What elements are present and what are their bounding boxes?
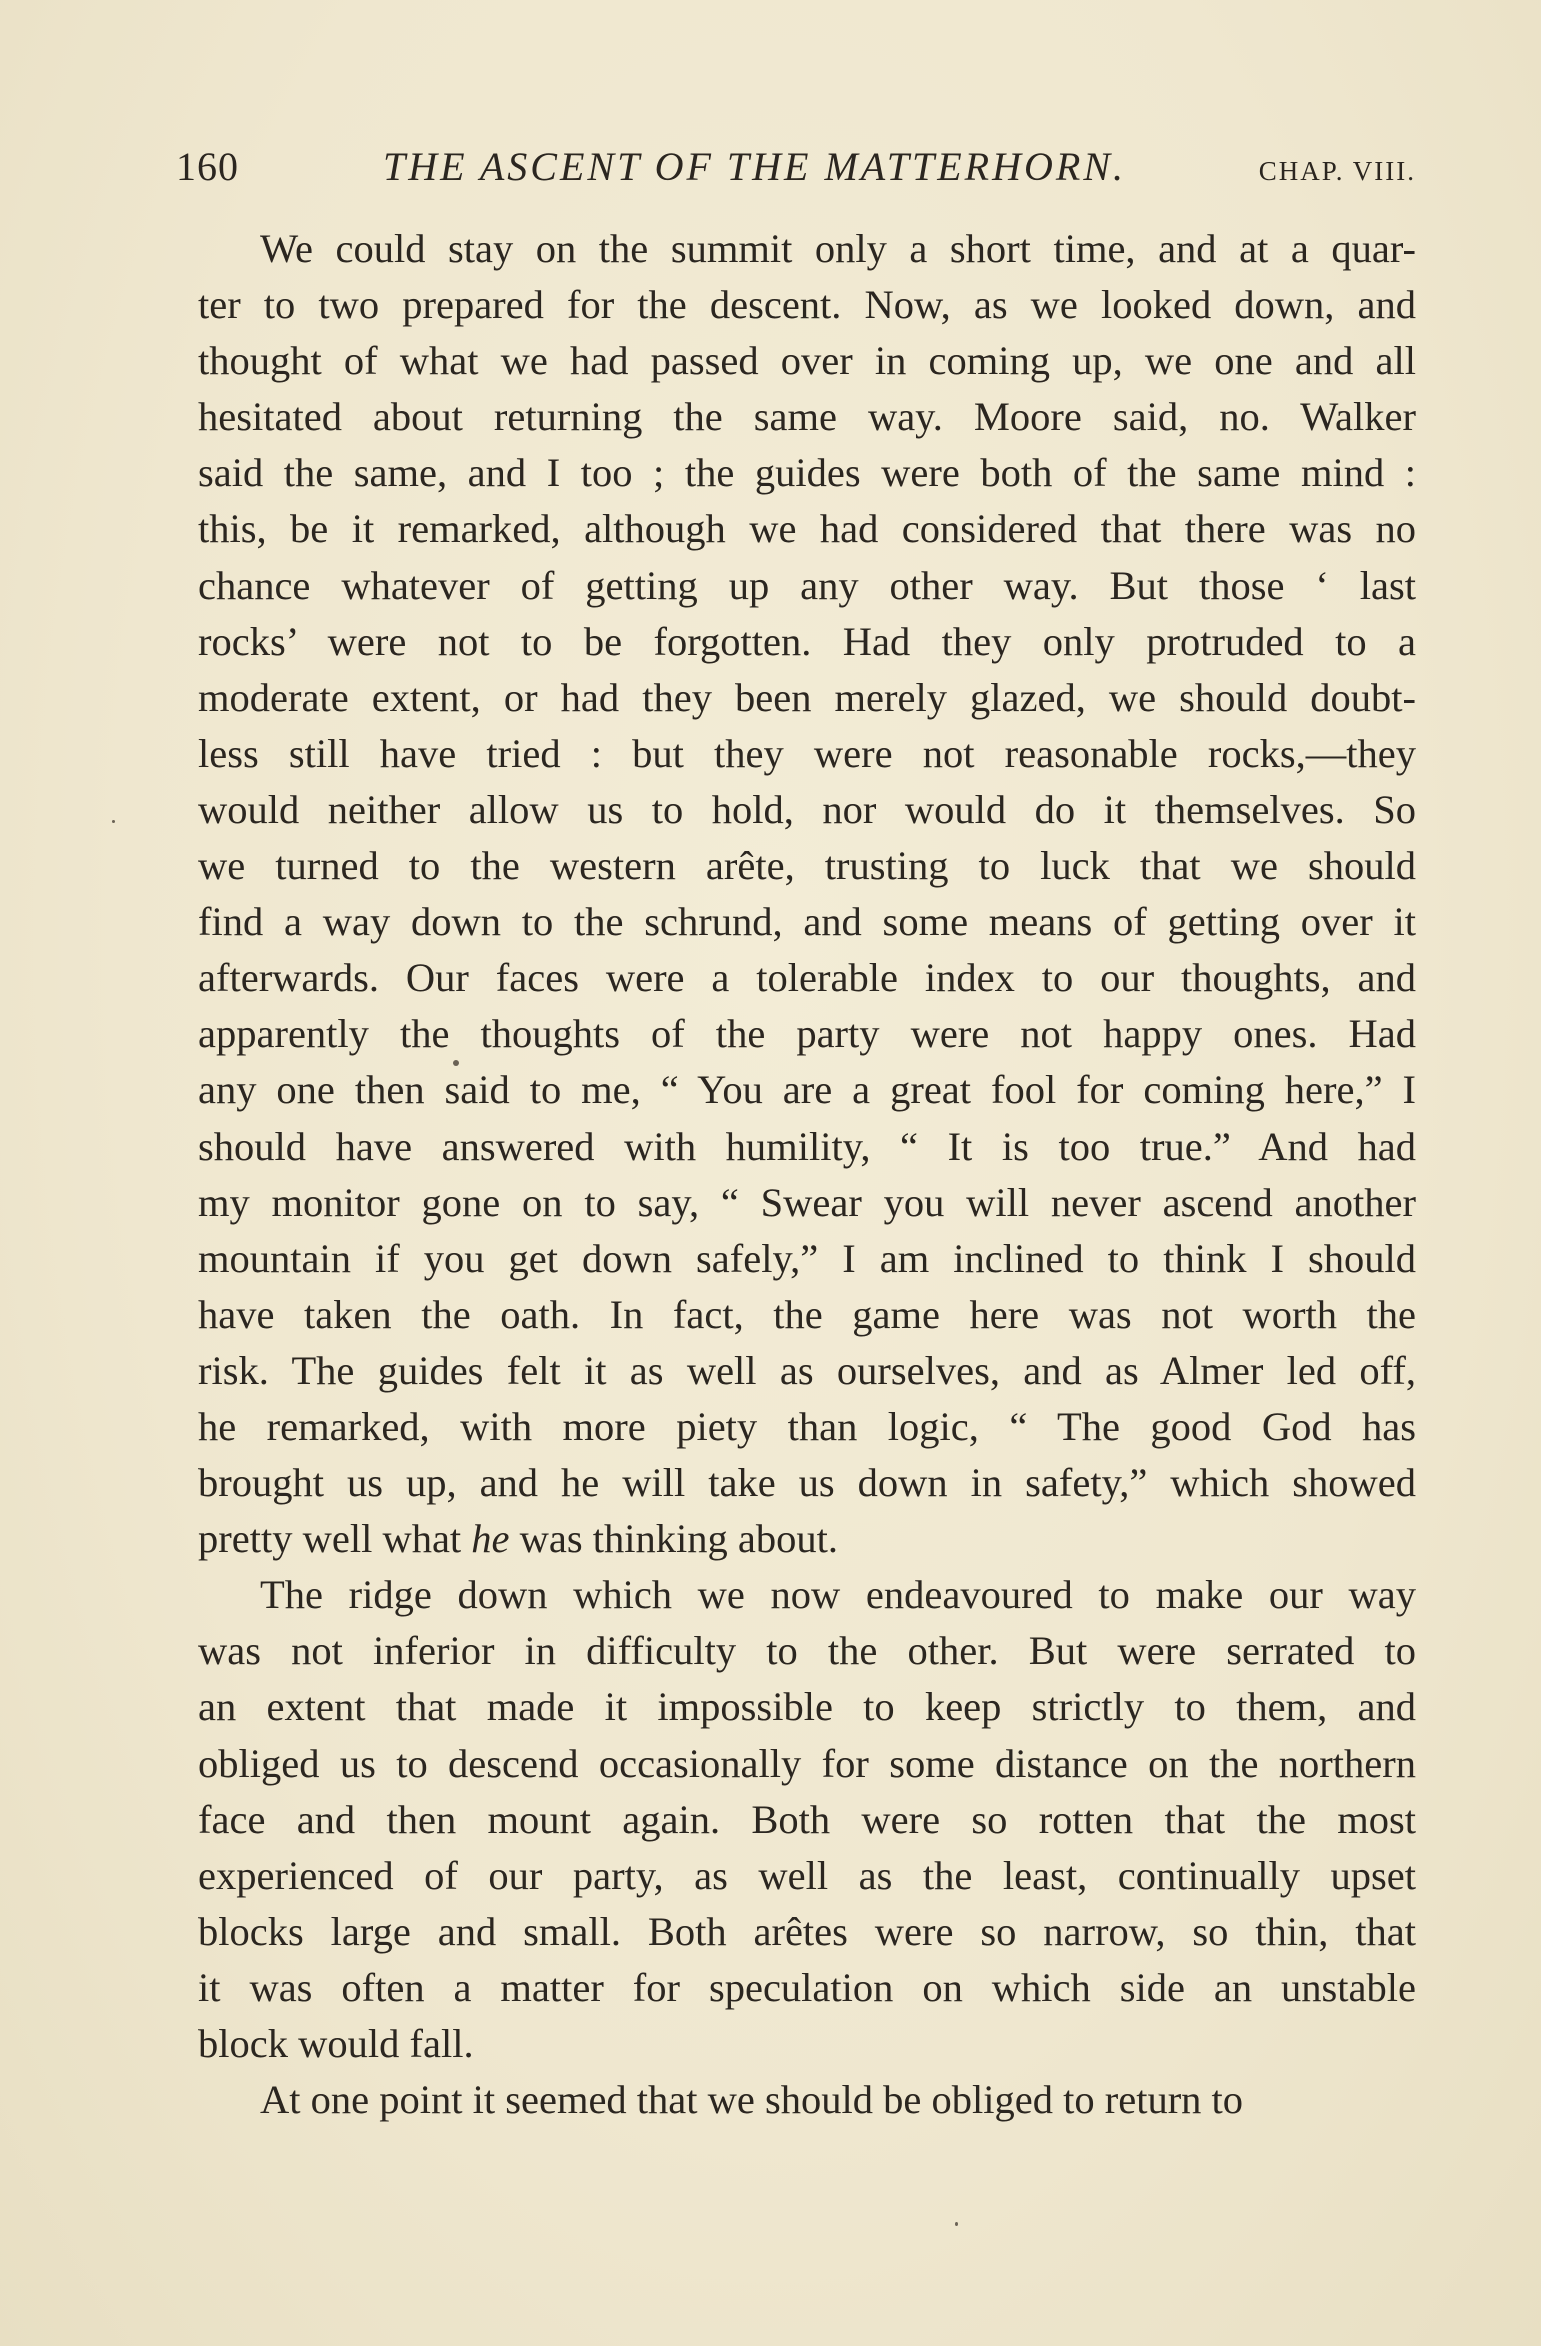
text-line: we turned to the western arête, trusting to luck that we should	[198, 843, 1416, 889]
running-title: THE ASCENT OF THE MATTERHORN.	[383, 144, 1126, 189]
text-line: moderate extent, or had they been merely glazed, we should doubt-	[198, 674, 1416, 720]
text-line: was not inferior in difficulty to the other. But were serrated to	[198, 1628, 1416, 1674]
paragraph	[198, 221, 1416, 1567]
emphasis-text: he	[471, 1516, 510, 1562]
chapter-label: CHAP. VIII.	[1258, 156, 1416, 186]
paragraph	[198, 2072, 1416, 2128]
ink-speck	[955, 2222, 958, 2226]
text-line: obliged us to descend occasionally for some distance on the northern	[198, 1740, 1416, 1786]
text-line: would neither allow us to hold, nor would do it themselves. So	[198, 786, 1416, 832]
text-line: hesitated about returning the same way. Moore said, no. Walker	[198, 394, 1416, 440]
ink-speck	[453, 1060, 459, 1066]
text-line: We could stay on the summit only a short time, and at a quar-	[260, 226, 1416, 271]
text-run: was thinking about.	[509, 1516, 839, 1562]
text-line	[198, 1511, 1416, 1567]
text-line: said the same, and I too ; the guides were both of the same mind :	[198, 450, 1416, 496]
text-line: At one point it seemed that we should be obliged to return to	[260, 2077, 1244, 2123]
text-line: brought us up, and he will take us down in safety,” which showed	[198, 1460, 1416, 1506]
text-line: apparently the thoughts of the party were not happy ones. Had	[198, 1011, 1416, 1057]
body-text	[198, 221, 1416, 2128]
text-line: afterwards. Our faces were a tolerable index to our thoughts, and	[198, 955, 1416, 1001]
paragraph	[198, 1567, 1416, 2072]
text-line: my monitor gone on to say, “ Swear you will never ascend another	[198, 1179, 1416, 1225]
page-header	[176, 142, 1416, 192]
text-line: chance whatever of getting up any other way. But those ‘ last	[198, 562, 1416, 608]
text-line: find a way down to the schrund, and some means of getting over it	[198, 899, 1416, 945]
text-line: have taken the oath. In fact, the game here was not worth the	[198, 1291, 1416, 1337]
text-line: an extent that made it impossible to keep strictly to them, and	[198, 1684, 1416, 1730]
page-number: 160	[176, 144, 239, 189]
text-line: it was often a matter for speculation on which side an unstable	[198, 1964, 1416, 2010]
text-line: ter to two prepared for the descent. Now, as we looked down, and	[198, 282, 1416, 328]
text-line: less still have tried : but they were not reasonable rocks,—they	[198, 730, 1416, 776]
ink-speck	[112, 820, 115, 823]
text-line: rocks’ were not to be forgotten. Had they only protruded to a	[198, 618, 1416, 664]
text-line: this, be it remarked, although we had considered that there was no	[198, 506, 1416, 552]
text-line: blocks large and small. Both arêtes were so narrow, so thin, that	[198, 1908, 1416, 1954]
text-line: mountain if you get down safely,” I am inclined to think I should	[198, 1235, 1416, 1281]
text-line: should have answered with humility, “ It is too true.” And had	[198, 1123, 1416, 1169]
text-line: risk. The guides felt it as well as ourselves, and as Almer led off,	[198, 1347, 1416, 1393]
text-line: block would fall.	[198, 2021, 474, 2066]
text-line: face and then mount again. Both were so rotten that the most	[198, 1796, 1416, 1842]
text-line: any one then said to me, “ You are a great fool for coming here,” I	[198, 1067, 1416, 1113]
text-line: he remarked, with more piety than logic, “ The good God has	[198, 1403, 1416, 1449]
text-line: experienced of our party, as well as the least, continually upset	[198, 1852, 1416, 1898]
text-line: thought of what we had passed over in coming up, we one and all	[198, 338, 1416, 384]
text-run: pretty well what	[198, 1516, 472, 1562]
text-line: The ridge down which we now endeavoured to make our way	[260, 1572, 1416, 1618]
